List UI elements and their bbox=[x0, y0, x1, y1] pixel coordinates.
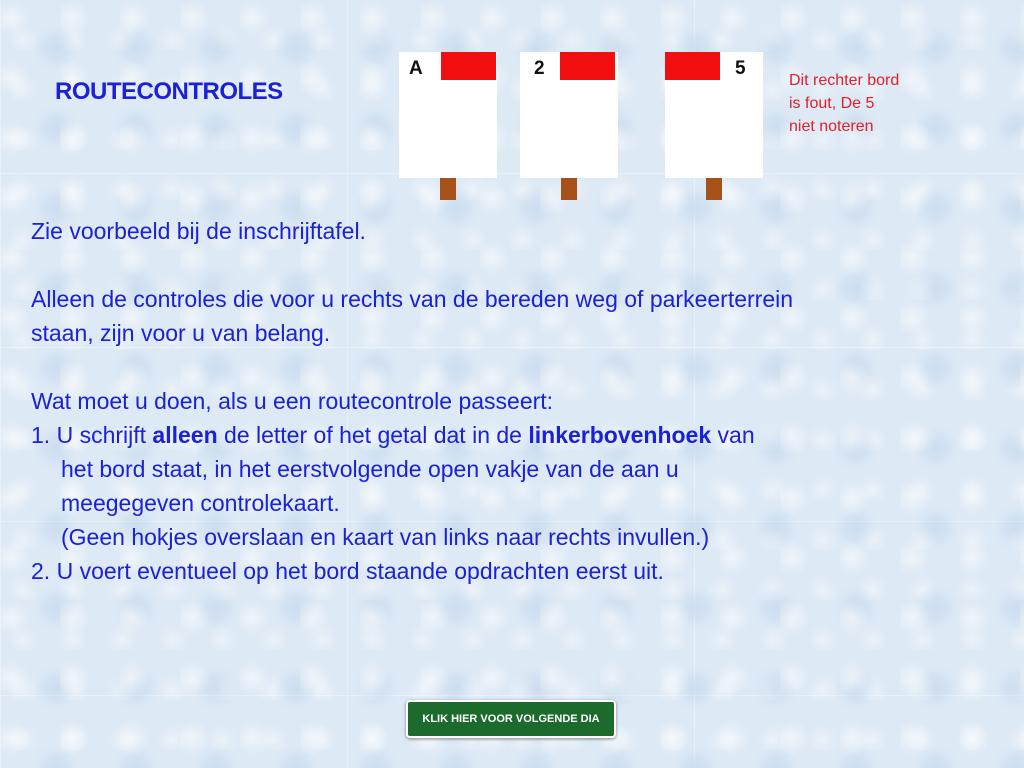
list-item-1-line2: het bord staat, in het eerstvolgende open vakje van de aan u bbox=[61, 456, 679, 482]
list-item-1 bbox=[31, 418, 991, 452]
sign-red-panel bbox=[560, 52, 615, 80]
item1-pre: 1. U schrijft bbox=[31, 422, 153, 448]
sign-red-panel bbox=[665, 52, 720, 80]
item1-bold-linkerbovenhoek: linkerbovenhoek bbox=[528, 422, 712, 448]
list-item-1-line3: meegegeven controlekaart. bbox=[61, 490, 340, 516]
sign-pole bbox=[706, 178, 722, 200]
instructions-text bbox=[31, 214, 991, 588]
route-sign-2 bbox=[520, 52, 618, 202]
route-sign-5 bbox=[665, 52, 763, 202]
route-sign-a bbox=[399, 52, 497, 202]
sign-label: A bbox=[409, 58, 423, 79]
next-slide-button[interactable]: KLIK HIER VOOR VOLGENDE DIA bbox=[406, 700, 616, 738]
sign-label: 2 bbox=[534, 58, 545, 79]
paragraph-question: Wat moet u doen, als u een routecontrole passeert: bbox=[31, 388, 554, 414]
sign-error-note bbox=[789, 69, 939, 138]
list-item-2: 2. U voert eventueel op het bord staande opdrachten eerst uit. bbox=[31, 558, 664, 584]
note-line: niet noteren bbox=[789, 118, 874, 135]
paragraph-example: Zie voorbeeld bij de inschrijftafel. bbox=[31, 218, 366, 244]
sign-pole bbox=[561, 178, 577, 200]
note-line: Dit rechter bord bbox=[789, 72, 900, 89]
item1-mid: de letter of het getal dat in de bbox=[217, 422, 529, 448]
paragraph-relevance-line1: Alleen de controles die voor u rechts van de bereden weg of parkeerterrein bbox=[31, 286, 794, 312]
page-title: ROUTECONTROLES bbox=[55, 78, 283, 105]
sign-red-panel bbox=[441, 52, 496, 80]
paragraph-relevance-line2: staan, zijn voor u van belang. bbox=[31, 320, 331, 346]
item1-post: van bbox=[711, 422, 755, 448]
item1-bold-alleen: alleen bbox=[152, 422, 218, 448]
list-item-1-line4: (Geen hokjes overslaan en kaart van links naar rechts invullen.) bbox=[61, 524, 710, 550]
sign-label: 5 bbox=[735, 58, 746, 79]
sign-pole bbox=[440, 178, 456, 200]
note-line: is fout, De 5 bbox=[789, 95, 875, 112]
